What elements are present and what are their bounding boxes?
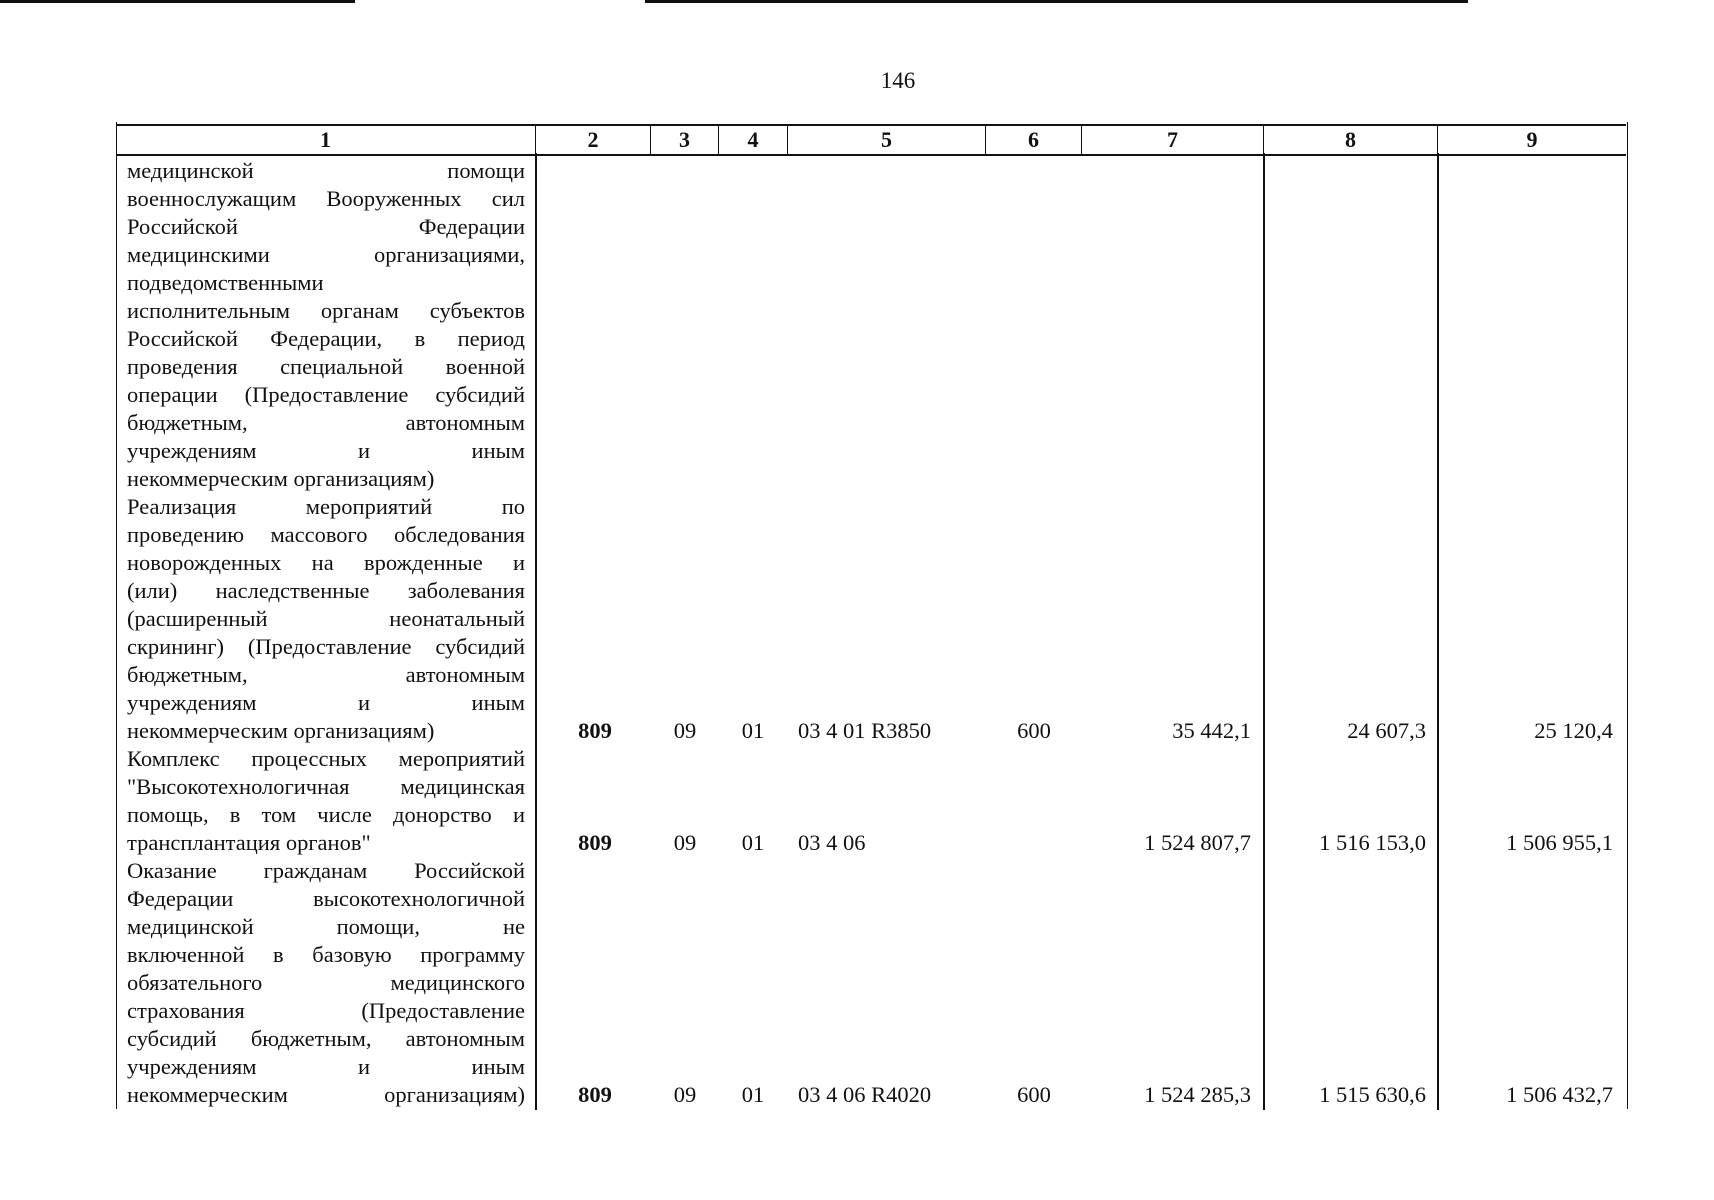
text-line: учреждениям и иным (127, 1054, 525, 1079)
row-1-description (127, 157, 525, 493)
col-divider-1 (535, 153, 537, 1110)
text-line: обязательного медицинского (127, 970, 525, 995)
text-line: некоммерческим организациям) (127, 1082, 525, 1107)
text-line: Комплекс процессных мероприятий (127, 746, 525, 771)
col-header-7: 7 (1082, 126, 1264, 154)
text-line: включенной в базовую программу (127, 942, 525, 967)
text-line: Федерации высокотехнологичной (127, 886, 525, 911)
row-2-expense-type: 600 (1017, 718, 1051, 743)
text-line: проведению массового обследования (127, 522, 525, 547)
row-4-description (127, 857, 525, 1109)
row-2-amount-2: 24 607,3 (1347, 718, 1426, 743)
page-number: 146 (880, 68, 916, 93)
row-3-subsection: 01 (741, 830, 765, 855)
col-header-1: 1 (116, 126, 536, 154)
text-line: исполнительным органам субъектов (127, 298, 525, 323)
text-line: военнослужащим Вооруженных сил (127, 186, 525, 211)
col-header-5: 5 (788, 126, 986, 154)
text-line: бюджетным, автономным (127, 662, 525, 687)
row-2-target-article: 03 4 01 R3850 (798, 718, 932, 743)
row-4-section: 09 (673, 1082, 697, 1107)
row-3-description (127, 745, 525, 857)
text-line: медицинскими организациями, (127, 242, 525, 267)
row-4-amount-1: 1 524 285,3 (1144, 1082, 1251, 1107)
text-line: медицинской помощи (127, 158, 525, 183)
text-line: Реализация мероприятий по (127, 494, 525, 519)
table-header-row (116, 124, 1626, 156)
row-4-expense-type: 600 (1017, 1082, 1051, 1107)
row-4-ministry: 809 (578, 1082, 612, 1107)
text-line: некоммерческим организациям) (127, 466, 435, 491)
row-3-amount-2: 1 516 153,0 (1319, 830, 1426, 855)
text-line: проведения специальной военной (127, 354, 525, 379)
row-3-ministry: 809 (578, 830, 612, 855)
text-line: учреждениям и иным (127, 690, 525, 715)
row-2-amount-1: 35 442,1 (1172, 718, 1251, 743)
col-header-8: 8 (1264, 126, 1438, 154)
text-line: новорожденных на врожденные и (127, 550, 525, 575)
text-line: "Высокотехнологичная медицинская (127, 774, 525, 799)
text-line: (расширенный неонатальный (127, 606, 525, 631)
row-2-description (127, 493, 525, 745)
row-3-target-article: 03 4 06 (798, 830, 866, 855)
scan-edge-left (0, 0, 355, 3)
text-line: Оказание гражданам Российской (127, 858, 525, 883)
row-3-amount-1: 1 524 807,7 (1144, 830, 1251, 855)
text-line: некоммерческим организациям) (127, 718, 435, 743)
text-line: Российской Федерации, в период (127, 326, 525, 351)
col-header-9: 9 (1526, 127, 1538, 152)
col-header-6: 6 (986, 126, 1082, 154)
row-2-ministry: 809 (578, 718, 612, 743)
col-divider-7 (1263, 153, 1265, 1110)
row-3-section: 09 (673, 830, 697, 855)
row-2-section: 09 (673, 718, 697, 743)
text-line: Российской Федерации (127, 214, 525, 239)
col-header-3: 3 (651, 126, 719, 154)
text-line: медицинской помощи, не (127, 914, 525, 939)
row-4-target-article: 03 4 06 R4020 (798, 1082, 932, 1107)
text-line: (или) наследственные заболевания (127, 578, 525, 603)
text-line: подведомственными (127, 270, 324, 295)
text-line: бюджетным, автономным (127, 410, 525, 435)
col-header-4: 4 (719, 126, 788, 154)
row-2-amount-3: 25 120,4 (1534, 718, 1613, 743)
col-divider-8 (1437, 153, 1439, 1110)
text-line: трансплантация органов" (127, 830, 371, 855)
col-header-2: 2 (536, 126, 651, 154)
text-line: помощь, в том числе донорство и (127, 802, 525, 827)
text-line: операции (Предоставление субсидий (127, 382, 525, 407)
text-line: страхования (Предоставление (127, 998, 525, 1023)
row-2-subsection: 01 (741, 718, 765, 743)
row-3-amount-3: 1 506 955,1 (1506, 830, 1613, 855)
row-4-amount-2: 1 515 630,6 (1319, 1082, 1426, 1107)
text-line: учреждениям и иным (127, 438, 525, 463)
row-4-subsection: 01 (741, 1082, 765, 1107)
scan-edge-right (645, 0, 1468, 3)
text-line: субсидий бюджетным, автономным (127, 1026, 525, 1051)
text-line: скрининг) (Предоставление субсидий (127, 634, 525, 659)
row-4-amount-3: 1 506 432,7 (1506, 1082, 1613, 1107)
